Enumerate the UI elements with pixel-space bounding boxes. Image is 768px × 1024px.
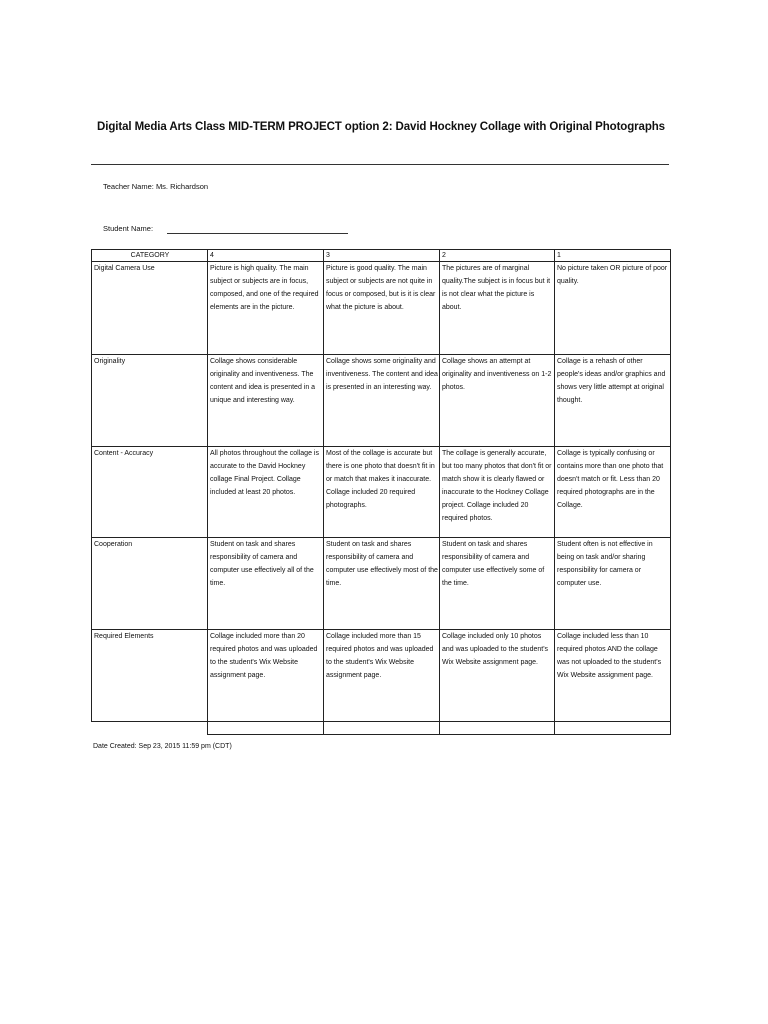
criteria-cell: Collage shows considerable originality and inventiveness. The content and idea is presented in a unique and interesting way. [208,355,324,447]
score-cell [208,722,324,735]
criteria-cell: Picture is high quality. The main subject or subjects are in focus, composed, and one of the required elements are in the picture. [208,262,324,355]
criteria-cell: Collage is a rehash of other people's ideas and/or graphics and shows very little attempt at original thought. [555,355,671,447]
row-category: Cooperation [92,538,208,630]
criteria-cell: The pictures are of marginal quality.The subject is in focus but it is not clear what the picture is about. [440,262,555,355]
criteria-cell: Collage included more than 15 required photos and was uploaded to the student's Wix Website assignment page. [324,630,440,722]
criteria-cell: Student on task and shares responsibility of camera and computer use effectively all of the time. [208,538,324,630]
score-cell [555,722,671,735]
rubric-header-row [92,250,671,262]
criteria-cell: The collage is generally accurate, but too many photos that don't fit or match show it is clearly flawed or inaccurate to the Hockney Collage project. Collage included 20 required photos. [440,447,555,538]
criteria-cell: Student on task and shares responsibility of camera and computer use effectively some of the time. [440,538,555,630]
document-title: Digital Media Arts Class MID-TERM PROJECT option 2: David Hockney Collage with Original Photographs [97,121,665,133]
rubric-row-required-elements [92,630,671,722]
header-score-2: 2 [440,250,555,262]
score-cell [324,722,440,735]
row-category: Required Elements [92,630,208,722]
row-category: Digital Camera Use [92,262,208,355]
score-cell [440,722,555,735]
student-name-label: Student Name: [103,224,154,233]
criteria-cell: Collage included more than 20 required photos and was uploaded to the student's Wix Website assignment page. [208,630,324,722]
criteria-cell: Most of the collage is accurate but there is one photo that doesn't fit in or match that makes it inaccurate. Collage included 20 required photographs. [324,447,440,538]
student-name-line [167,233,348,234]
rubric-score-row [92,722,671,735]
header-score-1: 1 [555,250,671,262]
header-score-3: 3 [324,250,440,262]
rubric-row-content-accuracy [92,447,671,538]
criteria-cell: No picture taken OR picture of poor quality. [555,262,671,355]
criteria-cell: Collage included only 10 photos and was uploaded to the student's Wix Website assignment page. [440,630,555,722]
header-category: CATEGORY [92,250,208,262]
row-category: Originality [92,355,208,447]
rubric-row-digital-camera-use [92,262,671,355]
rubric-row-originality [92,355,671,447]
criteria-cell: Student on task and shares responsibility of camera and computer use effectively most of the time. [324,538,440,630]
empty-cell [92,722,208,735]
criteria-cell: All photos throughout the collage is accurate to the David Hockney collage Final Project. Collage included at least 20 photos. [208,447,324,538]
date-created: Date Created: Sep 23, 2015 11:59 pm (CDT) [93,743,232,750]
rubric-table [91,249,671,735]
criteria-cell: Collage shows an attempt at originality and inventiveness on 1-2 photos. [440,355,555,447]
header-score-4: 4 [208,250,324,262]
row-category: Content - Accuracy [92,447,208,538]
title-divider [91,164,669,165]
criteria-cell: Collage included less than 10 required photos AND the collage was not uploaded to the student's Wix Website assignment page. [555,630,671,722]
criteria-cell: Collage shows some originality and inventiveness. The content and idea is presented in an interesting way. [324,355,440,447]
criteria-cell: Picture is good quality. The main subject or subjects are not quite in focus or composed, but is it is clear what the picture is about. [324,262,440,355]
criteria-cell: Collage is typically confusing or contains more than one photo that doesn't match or fit. Less than 20 required photographs are in the Collage. [555,447,671,538]
rubric-row-cooperation [92,538,671,630]
criteria-cell: Student often is not effective in being on task and/or sharing responsibility for camera or computer use. [555,538,671,630]
teacher-name: Teacher Name: Ms. Richardson [103,182,209,191]
